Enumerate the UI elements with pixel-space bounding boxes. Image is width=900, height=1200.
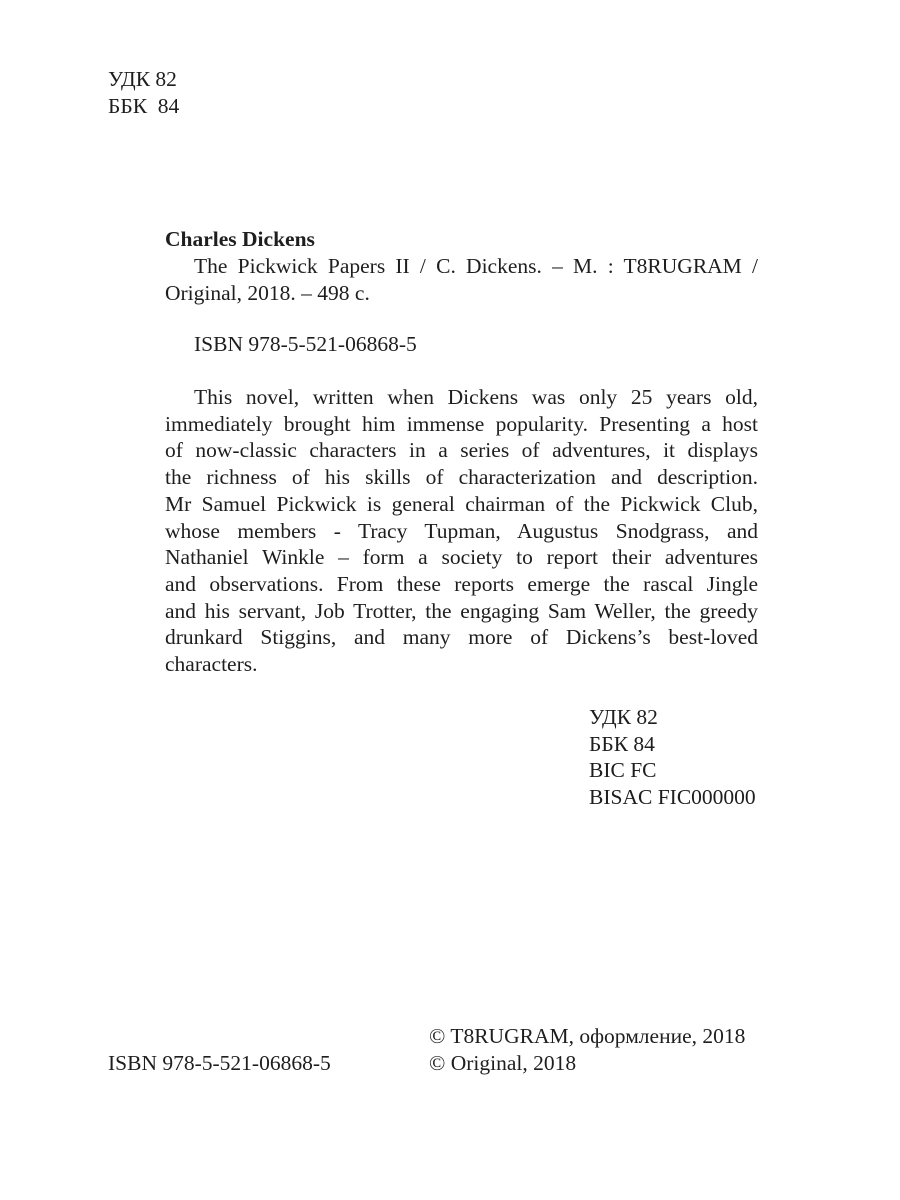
copyright-line: © Original, 2018	[429, 1050, 577, 1075]
udk-code: УДК 82	[589, 705, 658, 729]
bbk-code: ББК 84	[108, 93, 180, 118]
author-name: Charles Dickens	[165, 227, 315, 251]
biblio-line: Original, 2018. – 498 c.	[165, 280, 370, 305]
description-line: Mr Samuel Pickwick is general chairman of the Pickwick Club,	[165, 491, 758, 516]
copyright-block	[429, 1023, 745, 1076]
bisac-code: BISAC FIC000000	[589, 785, 756, 810]
description-line: whose members - Tracy Tupman, Augustus Snodgrass, and	[165, 518, 758, 543]
bbk-code: ББК 84	[589, 731, 655, 756]
bibliographic-record	[165, 253, 758, 306]
description-line: immediately brought him immense popularity. Presenting a host	[165, 411, 758, 436]
bic-code: BIC FC	[589, 758, 657, 783]
description-line: of now-classic characters in a series of adventures, it displays	[165, 438, 758, 463]
isbn-bottom: ISBN 978-5-521-06868-5	[108, 1051, 331, 1075]
top-classification	[108, 66, 179, 119]
udk-code: УДК 82	[108, 67, 177, 91]
description-line: and his servant, Job Trotter, the engaging Sam Weller, the greedy	[165, 598, 758, 623]
description-line: and observations. From these reports emerge the rascal Jingle	[165, 571, 758, 596]
description-line: drunkard Stiggins, and many more of Dickens’s best-loved	[165, 625, 758, 650]
description-line: This novel, written when Dickens was only 25 years old,	[194, 385, 758, 409]
description-paragraph	[165, 384, 758, 678]
biblio-line: The Pickwick Papers II / C. Dickens. – M. : T8RUGRAM /	[194, 254, 758, 278]
description-line: Nathaniel Winkle – form a society to report their adventures	[165, 545, 758, 570]
copyright-line: © T8RUGRAM, оформление, 2018	[429, 1024, 746, 1048]
isbn-main: ISBN 978-5-521-06868-5	[194, 332, 417, 356]
classification-codes	[589, 704, 756, 811]
description-line: characters.	[165, 652, 258, 677]
description-line: the richness of his skills of characterization and description.	[165, 465, 758, 490]
